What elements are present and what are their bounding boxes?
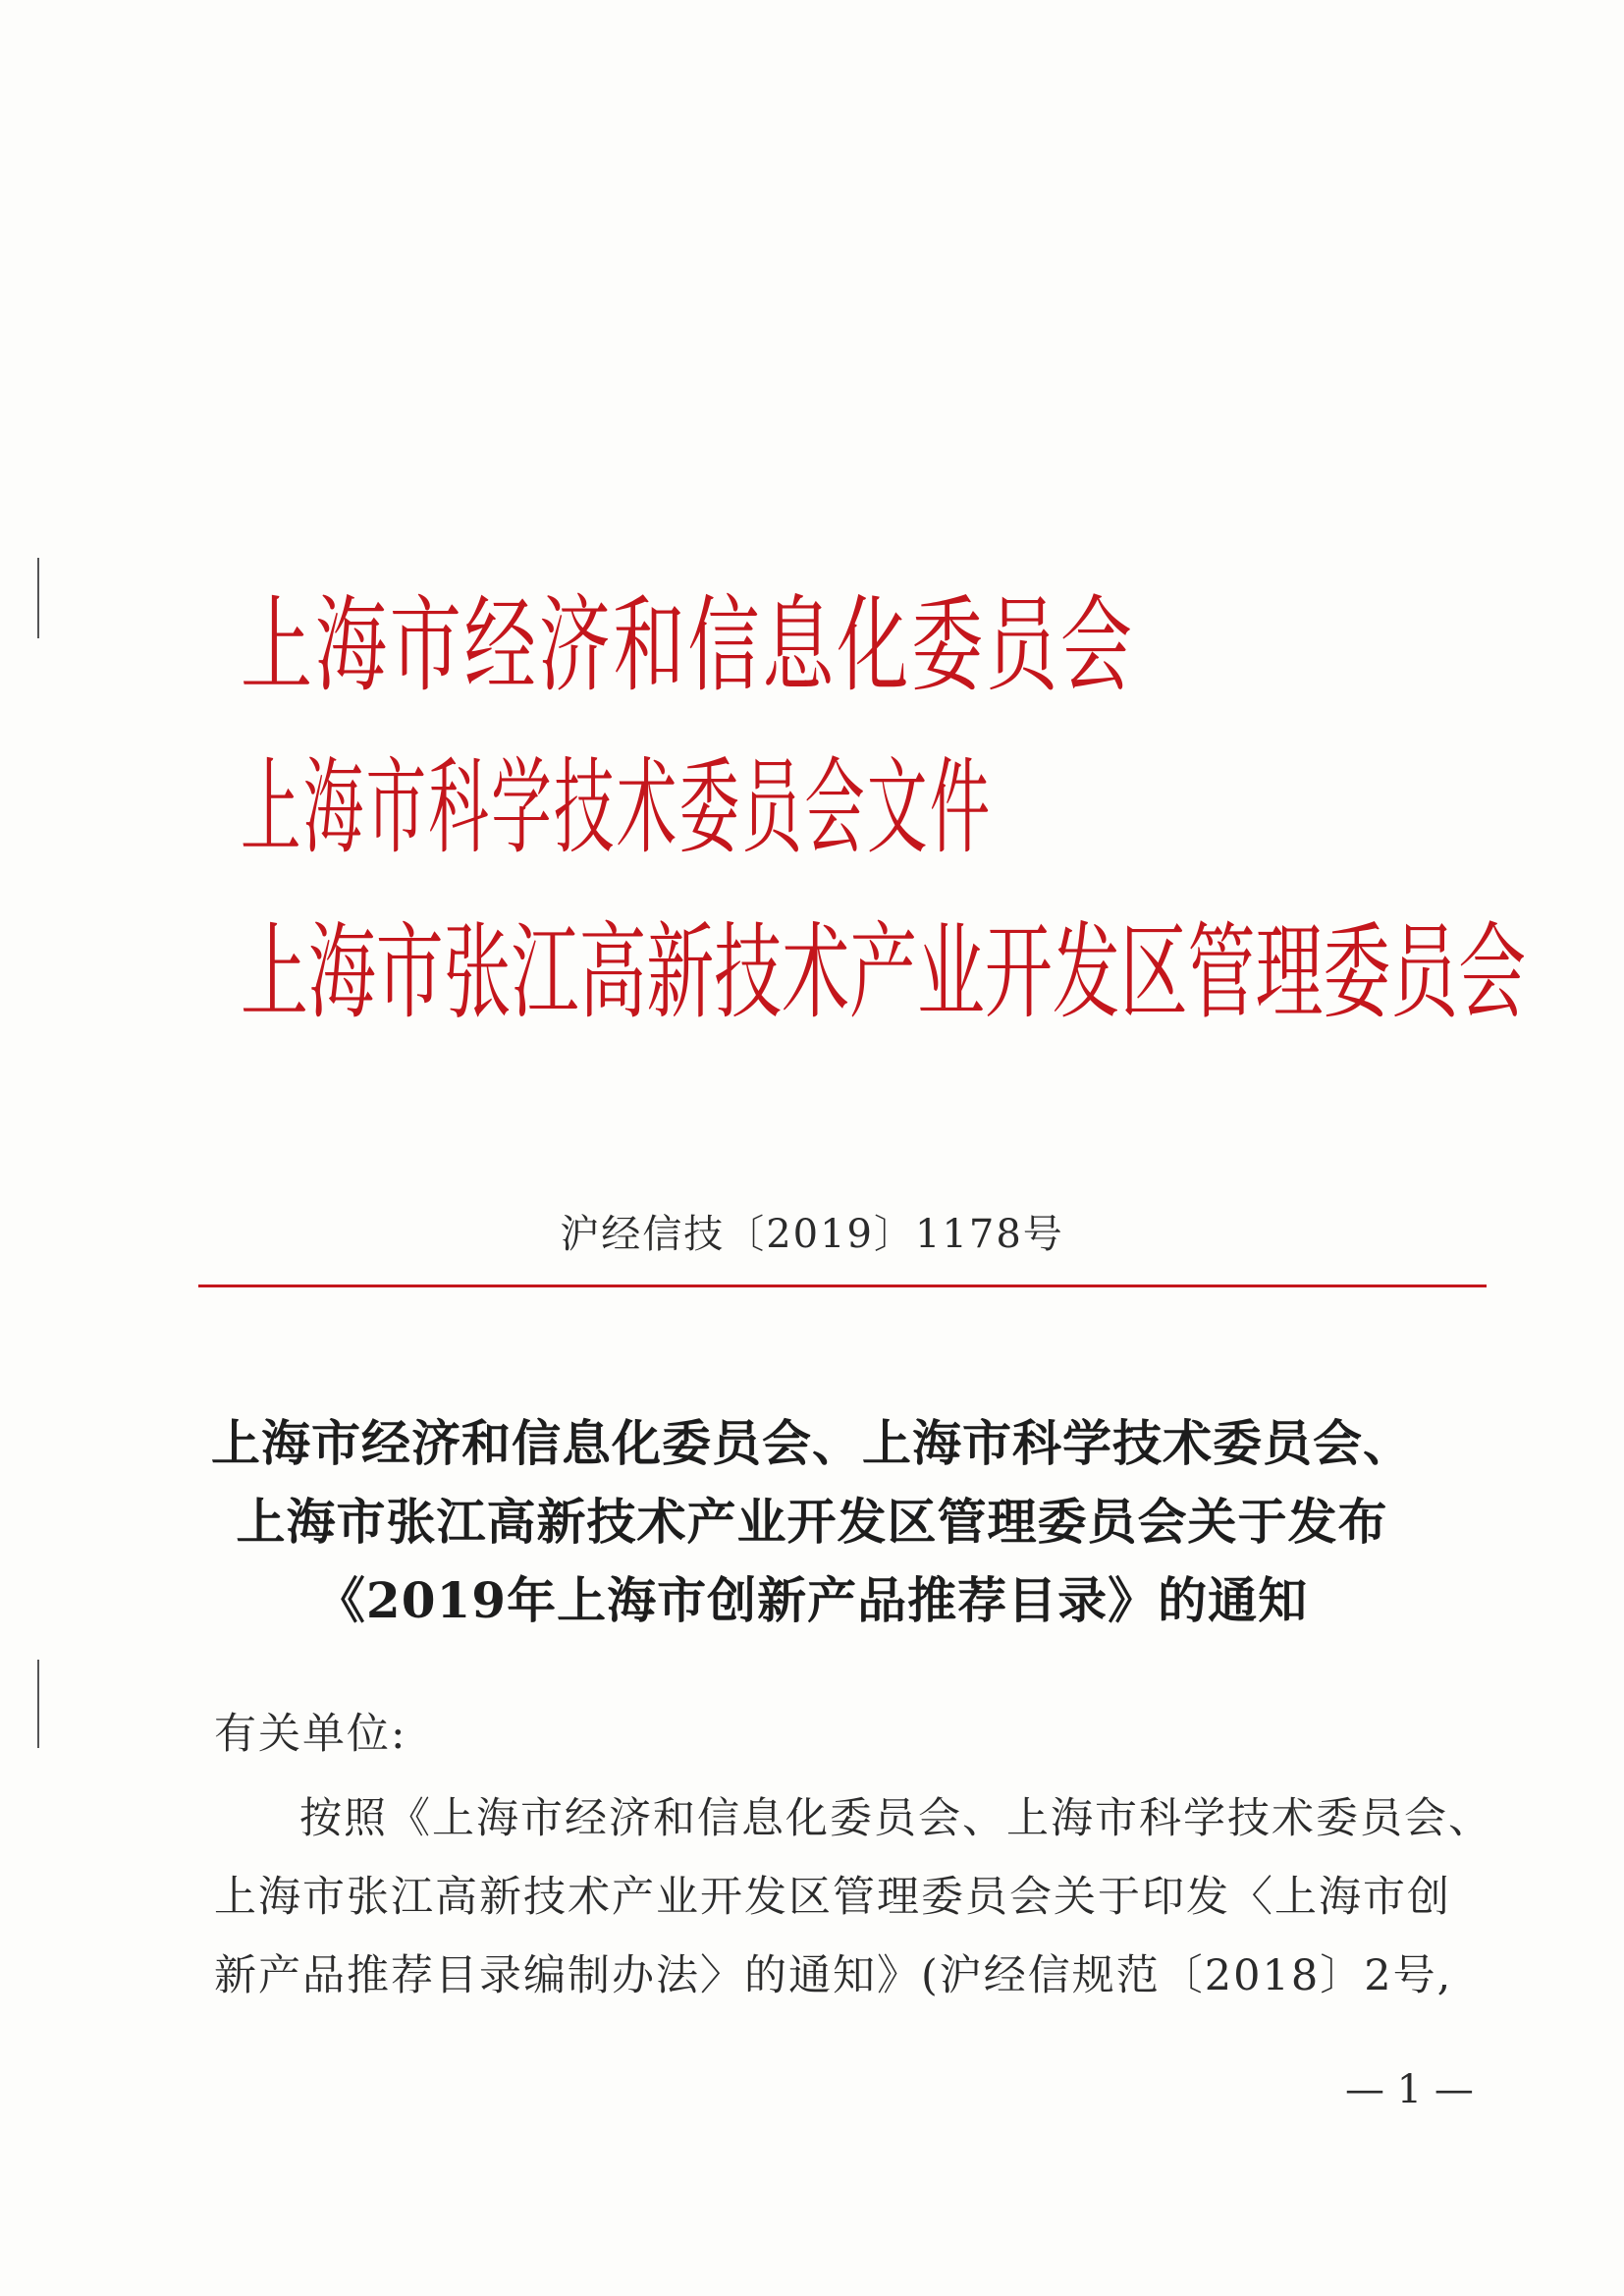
header-issuer-line-2: 上海市科学技术委员会文件 — [241, 747, 993, 868]
body-paragraph-line-2: 上海市张江高新技术产业开发区管理委员会关于印发〈上海市创 — [214, 1873, 1451, 1922]
header-issuer-line-1: 上海市经济和信息化委员会 — [241, 585, 1135, 706]
document-title-line-2: 上海市张江高新技术产业开发区管理委员会关于发布 — [236, 1493, 1388, 1551]
body-paragraph-line-1: 按照《上海市经济和信息化委员会、上海市科学技术委员会、 — [299, 1794, 1492, 1843]
binding-mark-top — [37, 558, 39, 638]
salutation: 有关单位: — [214, 1710, 407, 1759]
body-paragraph-line-3: 新产品推荐目录编制办法〉的通知》(沪经信规范〔2018〕2号, — [214, 1951, 1453, 2000]
document-title-line-1: 上海市经济和信息化委员会、上海市科学技术委员会、 — [211, 1414, 1413, 1472]
document-title-line-3: 《2019年上海市创新产品推荐目录》的通知 — [315, 1571, 1309, 1629]
header-divider — [198, 1285, 1487, 1287]
binding-mark-bottom — [37, 1660, 39, 1748]
header-issuer-line-3: 上海市张江高新技术产业开发区管理委员会 — [241, 912, 1527, 1033]
document-number: 沪经信技〔2019〕1178号 — [560, 1212, 1064, 1257]
page-number: — 1 — — [1345, 2067, 1474, 2112]
